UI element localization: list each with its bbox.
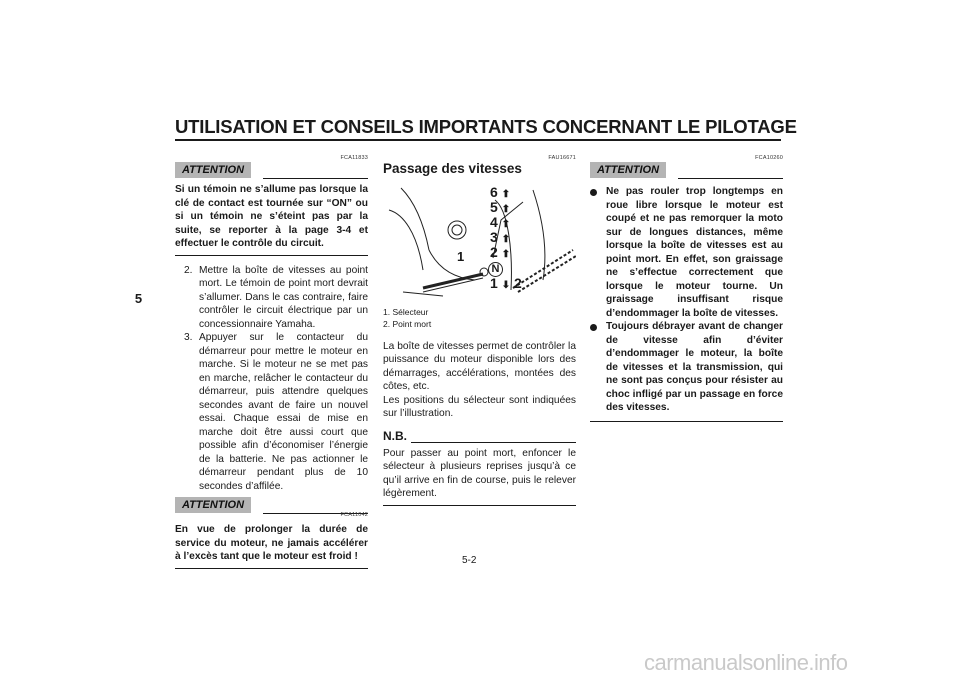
arrow-up-icon: ⬆	[501, 203, 511, 215]
attention-text: Si un témoin ne s’allume pas lorsque la clé de contact est tournée sur “ON” ou si un témoin ne s’éteint pas par la suite, se reporter à la page 3-4 et effectuer le contrôle du circuit.	[175, 184, 368, 249]
attention-end-rule	[175, 255, 368, 256]
reference-code: FCA11042	[340, 511, 368, 518]
attention-end-rule	[590, 421, 783, 422]
arrow-down-icon: ⬇	[501, 279, 511, 291]
paragraph: La boîte de vitesses permet de contrôler la puissance du moteur disponible lors des démarrages, accélérations, montées des côtes, etc.	[383, 340, 576, 392]
gear-1: 1 ⬇ 2	[490, 274, 522, 291]
list-item: 3. Appuyer sur le contacteur du démarreur pour mettre le moteur en marche. Si le moteur ne se met pas en marche, relâcher le contacteur du démarreur, puis attendre quelques secondes avant de faire un nouvel essai. Chaque essai de mise en marche doit être aussi court que possible afin d’économiser l’énergie de la batterie. Ne pas actionner le démarreur pendant plus de 10 secondes d’affilée.	[184, 332, 368, 492]
attention-badge: ATTENTION	[175, 497, 251, 513]
attention-header	[175, 497, 368, 518]
nb-text: Pour passer au point mort, enfoncer le sélecteur à plusieurs reprises jusqu’à ce qu’il arrive en fin de course, puis le relever légèrement.	[383, 447, 576, 499]
arrow-up-icon: ⬆	[501, 218, 511, 230]
gear-4: 4 ⬆	[490, 213, 511, 230]
gear-labels	[490, 183, 522, 292]
watermark: carmanualsonline.info	[644, 650, 848, 675]
page-number: 5-2	[462, 555, 477, 566]
arrow-up-icon: ⬆	[501, 233, 511, 245]
nb-end-rule	[383, 505, 576, 506]
attention-header	[590, 155, 783, 178]
section-heading: Passage des vitesses	[383, 161, 522, 176]
gear-shift-illustration	[383, 180, 576, 300]
list-item: Toujours débrayer avant de changer de vitesse afin d’éviter d’endommager le moteur, la boîte de vitesses et la transmission, qui ne sont pas conçus pour résister au choc infligé par un passage en force des vitesses.	[590, 320, 783, 415]
list-item: 2. Mettre la boîte de vitesses au point mort. Le témoin de point mort devrait s’allumer. Dans le cas contraire, faire contrôler le circuit électrique par un concessionnaire Yamaha.	[184, 264, 368, 330]
reference-code: FCA10260	[755, 155, 783, 161]
callout-2: 2	[513, 274, 522, 291]
attention-text: En vue de prolonger la durée de service du moteur, ne jamais accélérer à l’excès tant que le moteur est froid !	[175, 524, 368, 562]
page-title: UTILISATION ET CONSEILS IMPORTANTS CONCERNANT LE PILOTAGE	[175, 116, 797, 137]
bullet-icon	[590, 189, 597, 196]
column-1	[175, 155, 368, 569]
gear-pedal-drawing	[383, 180, 576, 300]
gear-3: 3 ⬆	[490, 228, 511, 245]
steps-list	[175, 264, 368, 494]
figure-caption: 1. Sélecteur 2. Point mort	[383, 306, 432, 329]
nb-label: N.B.	[383, 428, 407, 443]
attention-badge: ATTENTION	[175, 162, 251, 178]
paragraph: Les positions du sélecteur sont indiquées sur l’illustration.	[383, 394, 576, 419]
reference-code: FAU16671	[548, 155, 576, 161]
attention-badge: ATTENTION	[590, 162, 666, 178]
arrow-up-icon: ⬆	[501, 188, 511, 200]
reference-code: FCA11833	[340, 155, 368, 161]
callout-1: 1	[457, 248, 465, 264]
gear-2: 2 ⬆	[490, 243, 511, 260]
nb-header	[383, 430, 576, 444]
gear-5: 5 ⬆	[490, 198, 511, 215]
chapter-tab: 5	[134, 291, 143, 306]
column-2	[383, 152, 576, 506]
attention-header	[175, 155, 368, 178]
bullet-icon	[590, 324, 597, 331]
title-rule	[175, 139, 781, 141]
list-item: Ne pas rouler trop longtemps en roue libre lorsque le moteur est coupé et ne pas remorquer la moto sur de longues distances, même lorsque la boîte de vitesses est au point mort. En effet, son graissage ne s’effectue correctement que lorsque le moteur tourne. Un graissage insuffisant risque d’endommager la boîte de vitesses.	[590, 185, 783, 320]
gear-neutral: N	[488, 261, 522, 277]
attention-end-rule	[175, 568, 368, 569]
gear-6: 6 ⬆	[490, 183, 511, 200]
attention-bullets	[590, 185, 783, 415]
arrow-up-icon: ⬆	[501, 248, 511, 260]
column-3	[590, 155, 783, 422]
